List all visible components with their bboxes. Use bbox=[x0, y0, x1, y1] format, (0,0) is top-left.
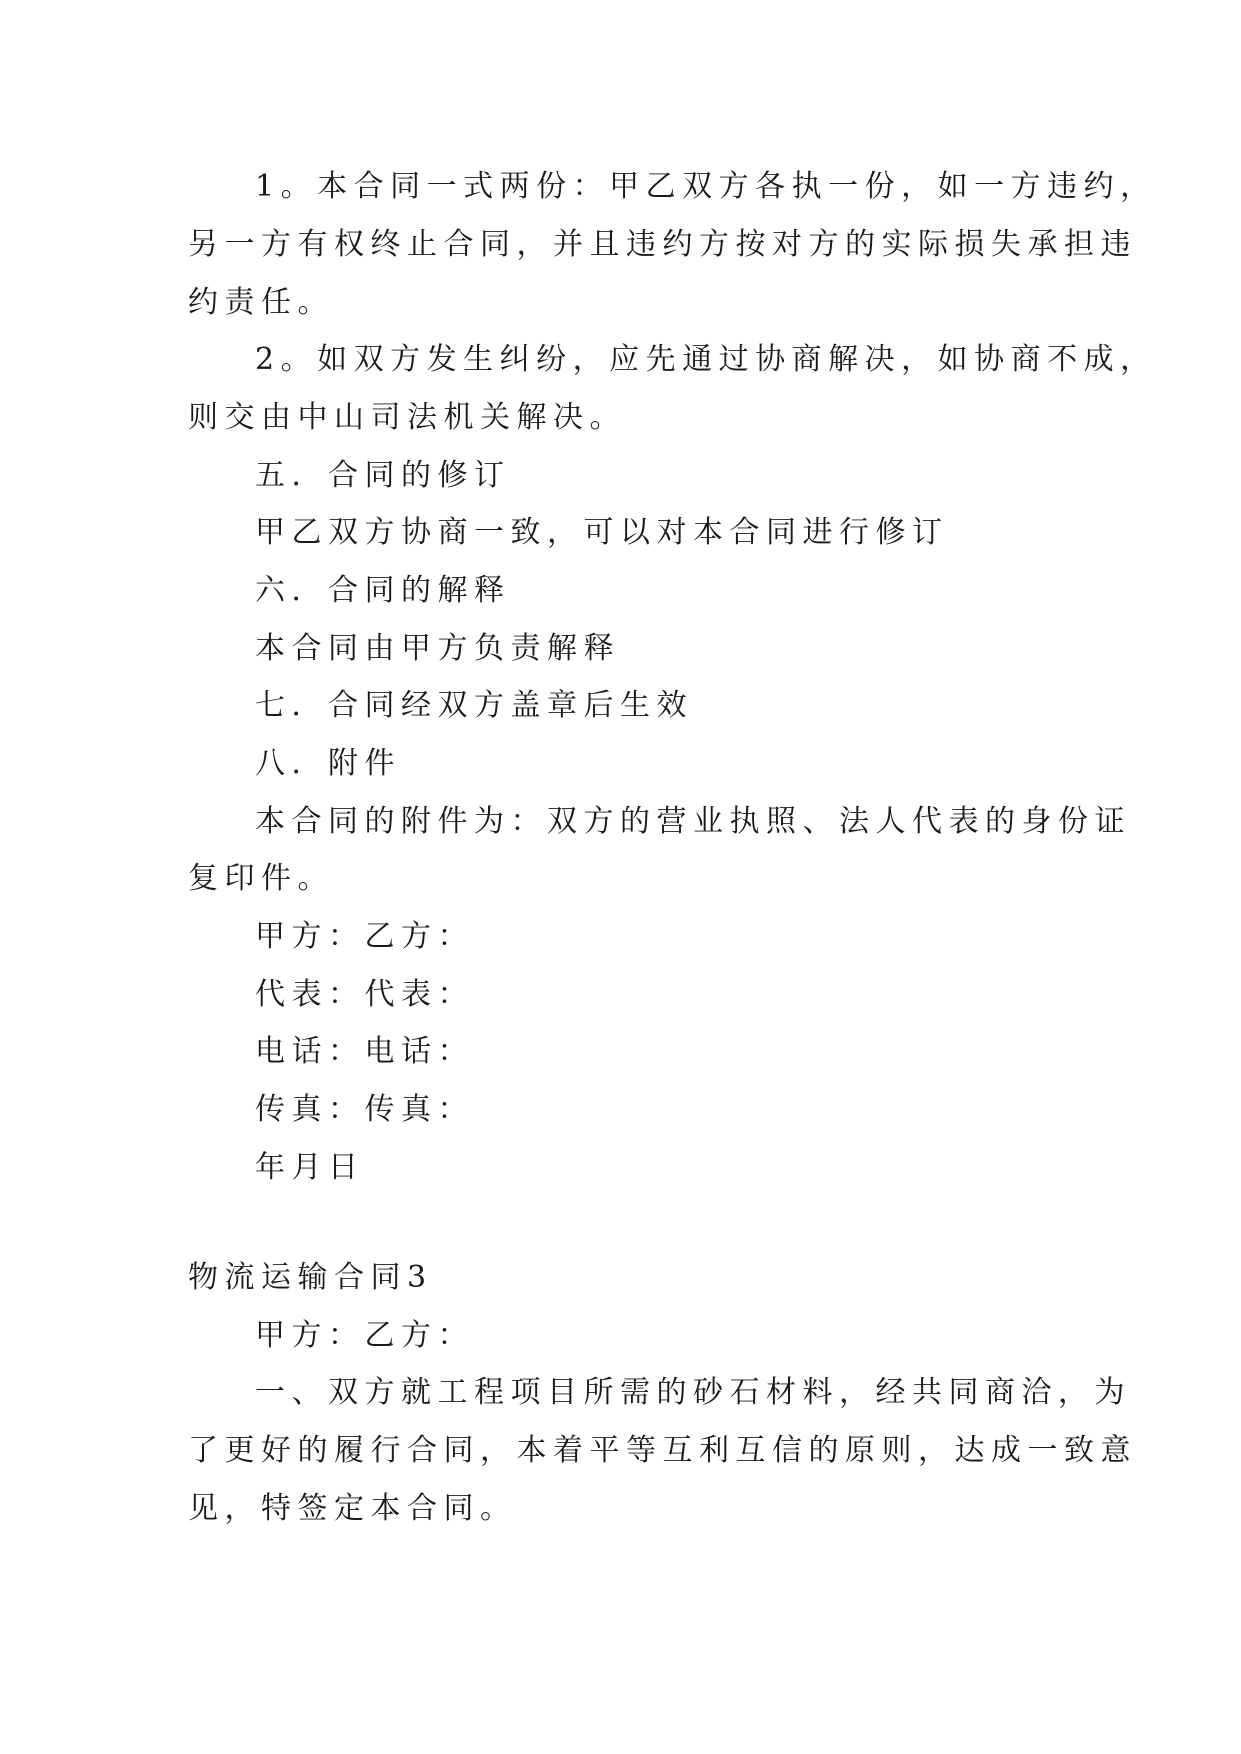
date-line: 年月日 bbox=[255, 1150, 365, 1185]
party-line: 甲方：乙方： bbox=[255, 1318, 474, 1353]
paragraph-line: 1。本合同一式两份：甲乙双方各执一份，如一方违约， bbox=[255, 169, 1157, 204]
signature-line: 电话：电话： bbox=[255, 1034, 474, 1069]
paragraph-line: 本合同由甲方负责解释 bbox=[255, 631, 620, 666]
section-heading: 七．合同经双方盖章后生效 bbox=[255, 688, 693, 723]
signature-line: 甲方：乙方： bbox=[255, 919, 474, 954]
contract-title: 物流运输合同3 bbox=[188, 1260, 433, 1295]
signature-line: 代表：代表： bbox=[255, 977, 474, 1012]
paragraph-line: 见，特签定本合同。 bbox=[188, 1491, 517, 1526]
section-heading: 六．合同的解释 bbox=[255, 573, 511, 608]
paragraph-line: 2。如双方发生纠纷，应先通过协商解决，如协商不成， bbox=[255, 342, 1157, 377]
paragraph-line: 约责任。 bbox=[188, 285, 334, 320]
paragraph-line: 复印件。 bbox=[188, 861, 334, 896]
paragraph-line: 则交由中山司法机关解决。 bbox=[188, 400, 626, 435]
paragraph-line: 本合同的附件为：双方的营业执照、法人代表的身份证 bbox=[255, 804, 1131, 839]
section-heading: 五．合同的修订 bbox=[255, 458, 511, 493]
paragraph-line: 另一方有权终止合同，并且违约方按对方的实际损失承担违 bbox=[188, 227, 1137, 262]
signature-line: 传真：传真： bbox=[255, 1092, 474, 1127]
paragraph-line: 一、双方就工程项目所需的砂石材料，经共同商洽，为 bbox=[255, 1375, 1131, 1410]
paragraph-line: 甲乙双方协商一致，可以对本合同进行修订 bbox=[255, 515, 949, 550]
section-heading: 八．附件 bbox=[255, 746, 401, 781]
paragraph-line: 了更好的履行合同，本着平等互利互信的原则，达成一致意 bbox=[188, 1433, 1137, 1468]
